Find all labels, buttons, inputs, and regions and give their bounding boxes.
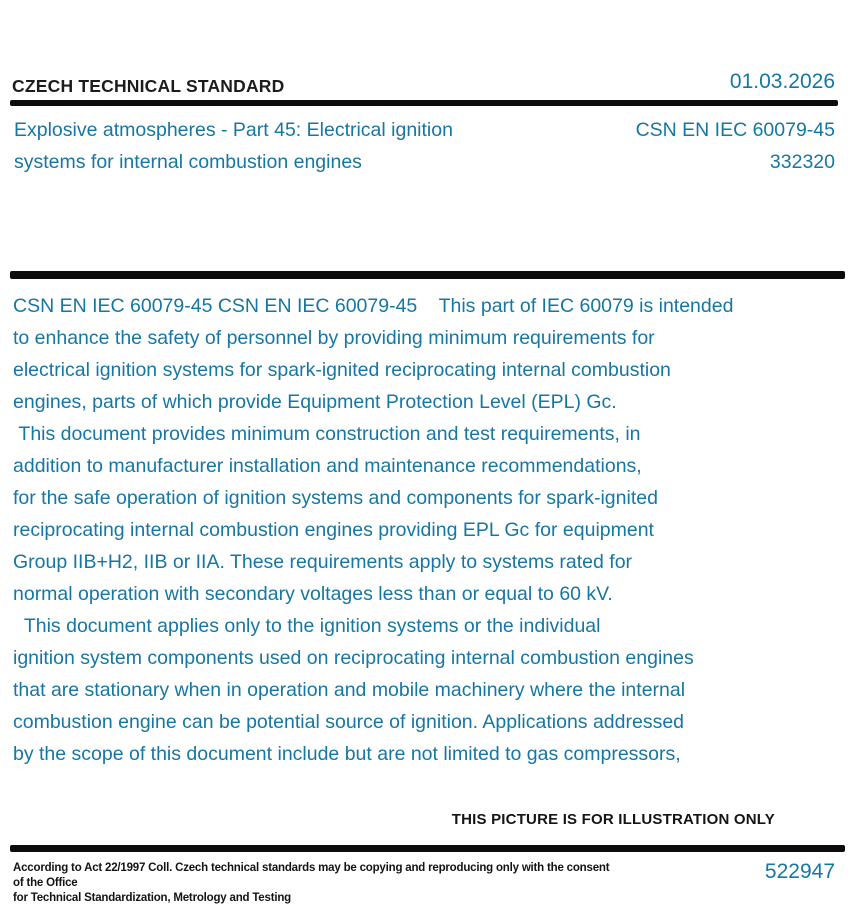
standard-class-number: 332320 <box>769 151 835 173</box>
abstract-line: This document applies only to the ignition systems or the individual <box>13 615 601 637</box>
abstract-line: that are stationary when in operation and mobile machinery where the internal <box>13 679 686 701</box>
copyright-notice-line-2: for Technical Standardization, Metrology and Testing <box>13 892 291 904</box>
standard-title-line-1: Explosive atmospheres - Part 45: Electrical ignition <box>14 119 453 141</box>
abstract-line: to enhance the safety of personnel by providing minimum requirements for <box>13 327 655 349</box>
abstract-line: combustion engine can be potential source of ignition. Applications addressed <box>13 711 685 733</box>
abstract-line: normal operation with secondary voltages less than or equal to 60 kV. <box>13 583 613 605</box>
standard-type-label: CZECH TECHNICAL STANDARD <box>12 76 285 96</box>
copyright-notice <box>13 861 613 906</box>
abstract-line: ignition system components used on reciprocating internal combustion engines <box>13 647 694 669</box>
abstract-line: CSN EN IEC 60079-45 CSN EN IEC 60079-45 This part of IEC 60079 is intended <box>13 295 734 317</box>
standard-title <box>14 114 534 178</box>
abstract-line: Group IIB+H2, IIB or IIA. These requirements apply to systems rated for <box>13 551 633 573</box>
issue-date: 01.03.2026 <box>729 70 835 93</box>
header-divider-rule <box>10 100 838 106</box>
standard-title-line-2: systems for internal combustion engines <box>14 151 362 173</box>
standard-designation: CSN EN IEC 60079-45 <box>635 119 835 141</box>
abstract-divider-rule <box>10 271 845 279</box>
abstract-line: engines, parts of which provide Equipment Protection Level (EPL) Gc. <box>13 391 617 413</box>
abstract-text <box>13 290 843 770</box>
abstract-line: by the scope of this document include but are not limited to gas compressors, <box>13 743 681 765</box>
illustration-only-notice: THIS PICTURE IS FOR ILLUSTRATION ONLY <box>451 811 775 828</box>
abstract-line: addition to manufacturer installation and maintenance recommendations, <box>13 455 642 477</box>
abstract-line: electrical ignition systems for spark-ignited reciprocating internal combustion <box>13 359 671 381</box>
copyright-notice-line-1: According to Act 22/1997 Coll. Czech technical standards may be copying and reproducing only with the consent of the Office <box>13 862 610 889</box>
catalog-number: 522947 <box>764 860 835 883</box>
abstract-line: for the safe operation of ignition systems and components for spark-ignited <box>13 487 658 509</box>
abstract-line: This document provides minimum construction and test requirements, in <box>13 423 641 445</box>
standard-reference <box>636 114 835 178</box>
footer-divider-rule <box>10 845 845 852</box>
abstract-line: reciprocating internal combustion engines providing EPL Gc for equipment <box>13 519 654 541</box>
